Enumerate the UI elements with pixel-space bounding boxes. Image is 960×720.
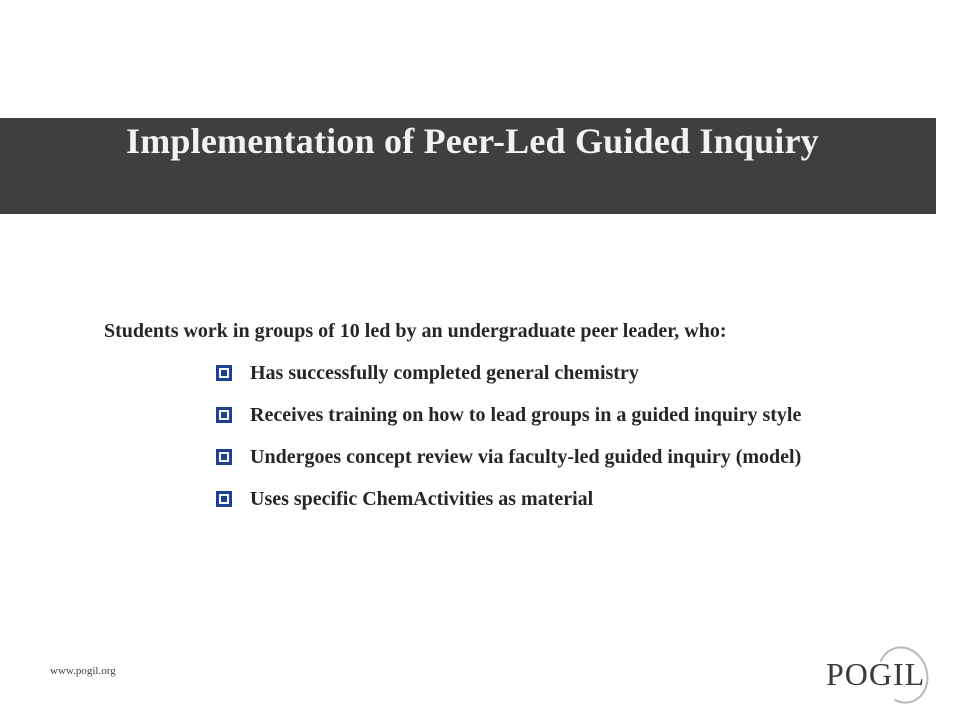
- bullet-item: [214, 360, 934, 386]
- footer-url[interactable]: www.pogil.org: [50, 665, 116, 677]
- slide-title: Implementation of Peer-Led Guided Inquiry: [126, 121, 819, 161]
- bullet-text: Receives training on how to lead groups in a guided inquiry style: [250, 404, 802, 426]
- logo-text: POGIL: [826, 656, 926, 692]
- pogil-logo: [826, 646, 930, 702]
- bullet-text: Undergoes concept review via faculty-led guided inquiry (model): [250, 446, 802, 468]
- square-bullet-icon: [216, 449, 232, 465]
- intro-text: Students work in groups of 10 led by an undergraduate peer leader, who:: [104, 320, 727, 342]
- bullet-text: Has successfully completed general chemistry: [250, 362, 639, 384]
- square-bullet-icon: [216, 365, 232, 381]
- bullet-item: [214, 486, 934, 512]
- bullet-item: [214, 402, 934, 428]
- bullet-text: Uses specific ChemActivities as material: [250, 488, 594, 510]
- bullet-item: [214, 444, 934, 470]
- square-bullet-icon: [216, 407, 232, 423]
- square-bullet-icon: [216, 491, 232, 507]
- bullet-list: [214, 360, 934, 512]
